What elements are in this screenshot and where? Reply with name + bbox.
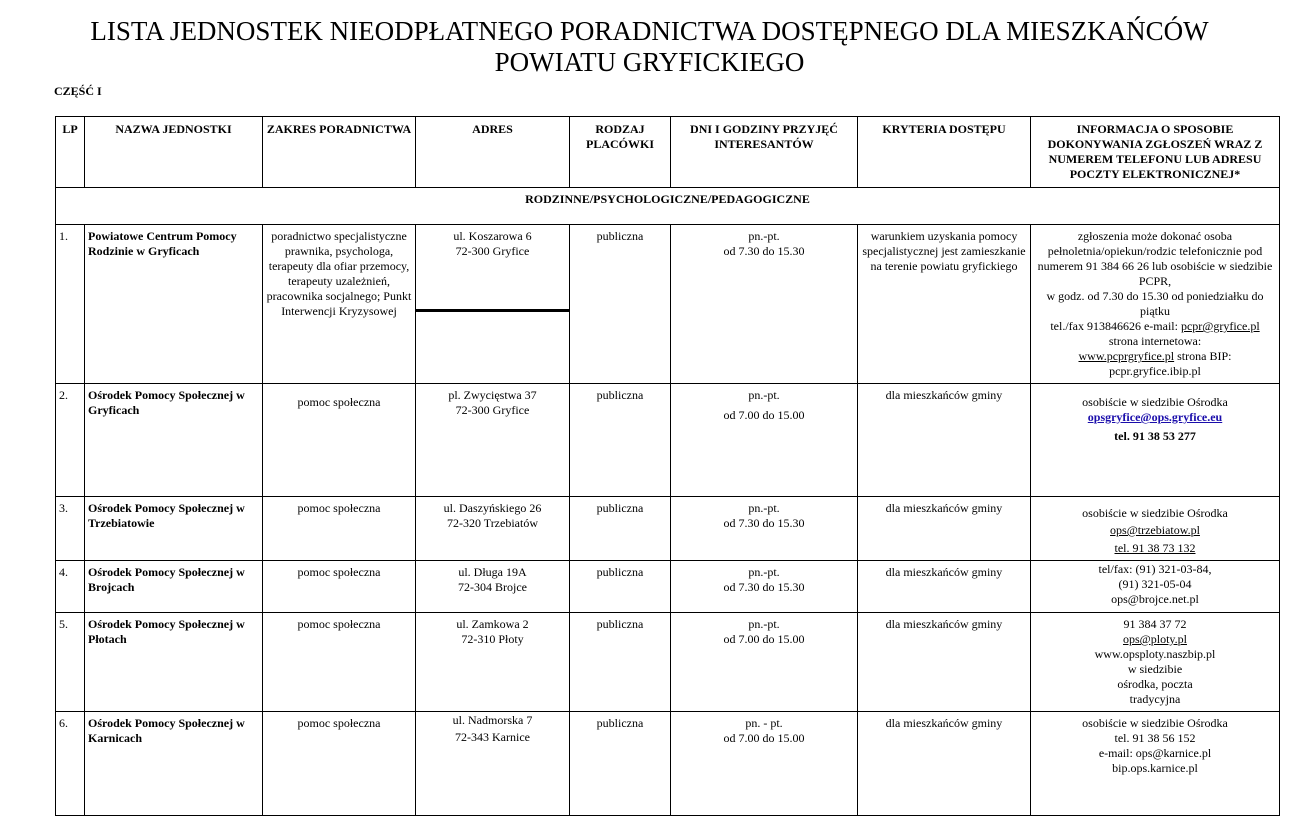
row-address [416, 712, 570, 816]
header-address: ADRES [416, 117, 570, 188]
hours-days: pn. - pt. [745, 716, 783, 730]
contact-phone: tel. 91 38 56 152 [1114, 731, 1196, 745]
address-street: ul. Długa 19A [458, 565, 527, 579]
contact-email: ops@brojce.net.pl [1111, 592, 1199, 606]
row-hours [671, 613, 858, 712]
hours-days: pn.-pt. [748, 617, 780, 631]
contact-note-3: tradycyjna [1129, 692, 1181, 706]
row-hours [671, 384, 858, 497]
part-label: CZĘŚĆ I [54, 84, 102, 98]
row-criteria: dla mieszkańców gminy [858, 561, 1031, 613]
document-title [0, 16, 1299, 78]
row-scope: pomoc społeczna [263, 561, 416, 613]
row-scope: pomoc społeczna [263, 384, 416, 497]
row-contact [1031, 561, 1280, 613]
address-street: pl. Zwycięstwa 37 [448, 388, 537, 402]
contact-phone: tel. 91 38 73 132 [1114, 541, 1196, 555]
table-row [56, 712, 1280, 816]
hours-time: od 7.30 do 15.30 [723, 516, 805, 530]
row-type: publiczna [570, 384, 671, 497]
hours-days: pn.-pt. [748, 229, 780, 243]
table-row [56, 613, 1280, 712]
table-row [56, 561, 1280, 613]
contact-email: e-mail: ops@karnice.pl [1098, 746, 1212, 760]
bip-address: pcpr.gryfice.ibip.pl [1109, 364, 1201, 378]
hours-time: od 7.00 do 15.00 [723, 408, 805, 422]
row-criteria: dla mieszkańców gminy [858, 712, 1031, 816]
header-criteria: KRYTERIA DOSTĘPU [858, 117, 1031, 188]
contact-note-2: ośrodka, poczta [1117, 677, 1193, 691]
header-name: NAZWA JEDNOSTKI [85, 117, 263, 188]
contact-phone: tel./fax 913846626 e-mail: [1050, 319, 1181, 333]
row-contact [1031, 225, 1280, 384]
website: www.opsploty.naszbip.pl [1094, 647, 1216, 661]
hours-time: od 7.30 do 15.30 [723, 580, 805, 594]
row-hours [671, 225, 858, 384]
divider-line [416, 309, 569, 312]
row-criteria: dla mieszkańców gminy [858, 497, 1031, 561]
contact-note-1: w siedzibie [1127, 662, 1183, 676]
table-row [56, 497, 1280, 561]
header-scope: ZAKRES PORADNICTWA [263, 117, 416, 188]
email-link[interactable]: pcpr@gryfice.pl [1180, 319, 1260, 333]
hours-time: od 7.00 do 15.00 [723, 731, 805, 745]
section-title: RODZINNE/PSYCHOLOGICZNE/PEDAGOGICZNE [56, 188, 1280, 225]
table-row [56, 384, 1280, 497]
contact-website-label: strona internetowa: [1108, 334, 1202, 348]
row-address [416, 497, 570, 561]
email-link[interactable]: ops@trzebiatow.pl [1110, 523, 1200, 537]
address-city: 72-300 Gryfice [455, 403, 530, 417]
header-contact: INFORMACJA O SPOSOBIE DOKONYWANIA ZGŁOSZEŃ WRAZ Z NUMEREM TELEFONU LUB ADRESU POCZTY ELEKTRONICZNEJ* [1031, 117, 1280, 188]
hours-time: od 7.00 do 15.00 [723, 632, 805, 646]
address-street: ul. Koszarowa 6 [453, 229, 532, 243]
row-scope: poradnictwo specjalistyczne prawnika, psychologa, terapeuty dla ofiar przemocy, terapeuty uzależnień, pracownika socjalnego; Punkt Interwencji Kryzysowej [263, 225, 416, 384]
email-link[interactable]: ops@ploty.pl [1123, 632, 1187, 646]
hours-days: pn.-pt. [748, 501, 780, 515]
address-city: 72-300 Gryfice [455, 244, 530, 258]
row-hours [671, 561, 858, 613]
row-address [416, 384, 570, 497]
contact-phone-2: (91) 321-05-04 [1118, 577, 1192, 591]
row-name: Ośrodek Pomocy Społecznej w Gryficach [85, 384, 263, 497]
contact-phone-email [1034, 319, 1276, 334]
bip-label: strona BIP: [1174, 349, 1232, 363]
row-name: Powiatowe Centrum Pomocy Rodzinie w Gryficach [85, 225, 263, 384]
row-contact [1031, 497, 1280, 561]
row-contact [1031, 384, 1280, 497]
row-lp: 4. [56, 561, 85, 613]
row-address [416, 613, 570, 712]
header-lp: LP [56, 117, 85, 188]
row-address [416, 561, 570, 613]
address-city: 72-320 Trzebiatów [447, 516, 538, 530]
hours-time: od 7.30 do 15.30 [723, 244, 805, 258]
website-link[interactable]: www.pcprgryfice.pl [1078, 349, 1175, 363]
section-row [56, 188, 1280, 225]
row-criteria: dla mieszkańców gminy [858, 384, 1031, 497]
row-lp: 1. [56, 225, 85, 384]
row-type: publiczna [570, 497, 671, 561]
row-type: publiczna [570, 613, 671, 712]
contact-phone: tel. 91 38 53 277 [1114, 429, 1196, 443]
row-lp: 2. [56, 384, 85, 497]
address-street: ul. Daszyńskiego 26 [443, 501, 542, 515]
address-street: ul. Nadmorska 7 [452, 713, 533, 727]
row-contact [1031, 712, 1280, 816]
row-criteria: warunkiem uzyskania pomocy specjalistycznej jest zamieszkanie na terenie powiatu gryfickiego [858, 225, 1031, 384]
address-city: 72-310 Płoty [461, 632, 524, 646]
header-hours: DNI I GODZINY PRZYJĘĆ INTERESANTÓW [671, 117, 858, 188]
contact-text: osobiście w siedzibie Ośrodka [1082, 716, 1228, 730]
contact-hours: w godz. od 7.30 do 15.30 od poniedziałku do piątku [1046, 289, 1264, 318]
header-type: RODZAJ PLACÓWKI [570, 117, 671, 188]
document-title-line2: POWIATU GRYFICKIEGO [494, 47, 805, 77]
address-city: 72-343 Karnice [455, 730, 530, 744]
row-type: publiczna [570, 712, 671, 816]
units-table [55, 116, 1280, 816]
row-criteria: dla mieszkańców gminy [858, 613, 1031, 712]
row-type: publiczna [570, 225, 671, 384]
address-street: ul. Zamkowa 2 [456, 617, 529, 631]
contact-website [1034, 349, 1276, 364]
contact-bip: bip.ops.karnice.pl [1112, 761, 1198, 775]
table-row [56, 225, 1280, 384]
row-scope: pomoc społeczna [263, 613, 416, 712]
address-city: 72-304 Brojce [458, 580, 527, 594]
row-address [416, 225, 570, 384]
row-lp: 5. [56, 613, 85, 712]
header-row [56, 117, 1280, 188]
contact-phone: tel/fax: (91) 321-03-84, [1098, 562, 1212, 576]
contact-text: osobiście w siedzibie Ośrodka [1082, 395, 1228, 409]
hours-days: pn.-pt. [748, 565, 780, 579]
row-name: Ośrodek Pomocy Społecznej w Płotach [85, 613, 263, 712]
row-lp: 6. [56, 712, 85, 816]
hours-days: pn.-pt. [748, 388, 780, 402]
contact-text: zgłoszenia może dokonać osoba pełnoletnia/opiekun/rodzic telefonicznie pod numerem 91 384 66 26 lub osobiście w siedzibie PCPR, [1037, 229, 1273, 288]
document-title-line1: LISTA JEDNOSTEK NIEODPŁATNEGO PORADNICTWA DOSTĘPNEGO DLA MIESZKAŃCÓW [90, 16, 1209, 46]
row-hours [671, 497, 858, 561]
row-scope: pomoc społeczna [263, 712, 416, 816]
row-name: Ośrodek Pomocy Społecznej w Karnicach [85, 712, 263, 816]
row-hours [671, 712, 858, 816]
row-name: Ośrodek Pomocy Społecznej w Brojcach [85, 561, 263, 613]
email-link[interactable]: opsgryfice@ops.gryfice.eu [1087, 410, 1223, 424]
contact-text: osobiście w siedzibie Ośrodka [1082, 506, 1228, 520]
row-scope: pomoc społeczna [263, 497, 416, 561]
row-type: publiczna [570, 561, 671, 613]
row-lp: 3. [56, 497, 85, 561]
row-name: Ośrodek Pomocy Społecznej w Trzebiatowie [85, 497, 263, 561]
contact-phone: 91 384 37 72 [1123, 617, 1187, 631]
row-contact [1031, 613, 1280, 712]
